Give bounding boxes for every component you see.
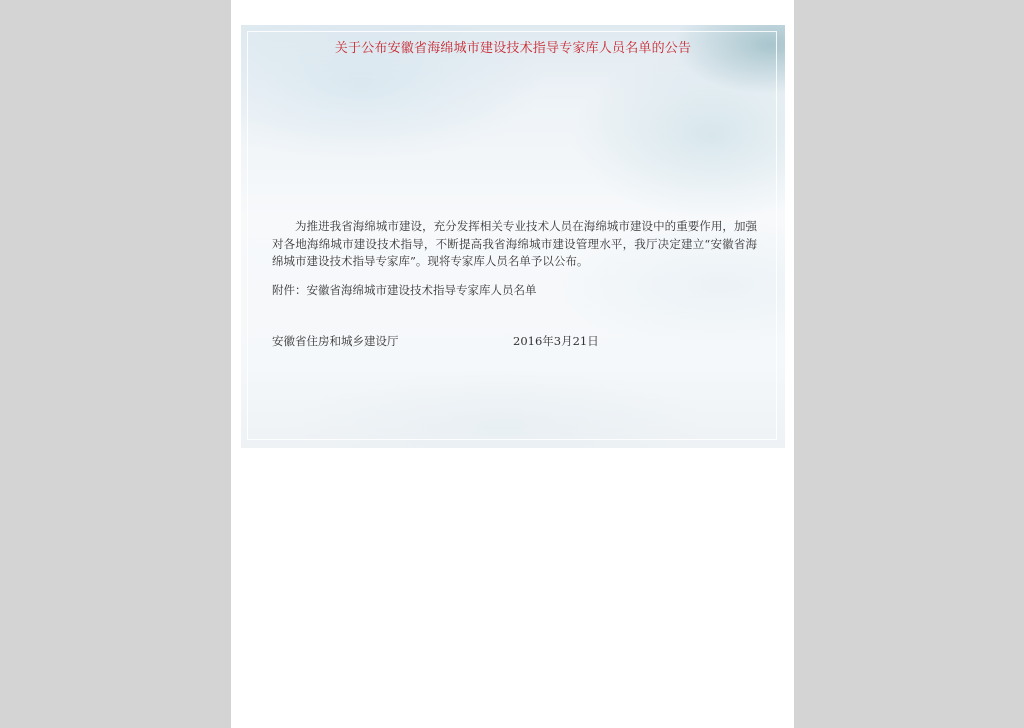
body-paragraph: 为推进我省海绵城市建设，充分发挥相关专业技术人员在海绵城市建设中的重要作用，加强对各地海绵城市建设技术指导，不断提高我省海绵城市建设管理水平，我厅决定建立“安徽省海绵城市建设技术指导专家库”。现将专家库人员名单予以公布。 [272,219,757,268]
document-title: 关于公布安徽省海绵城市建设技术指导专家库人员名单的公告 [334,41,692,56]
issuer-name: 安徽省住房和城乡建设厅 [272,334,399,348]
issue-date: 2016年3月21日 [513,334,599,348]
header-banner [241,25,785,448]
attachment-line: 附件：安徽省海绵城市建设技术指导专家库人员名单 [272,283,537,297]
document-page [231,0,794,728]
